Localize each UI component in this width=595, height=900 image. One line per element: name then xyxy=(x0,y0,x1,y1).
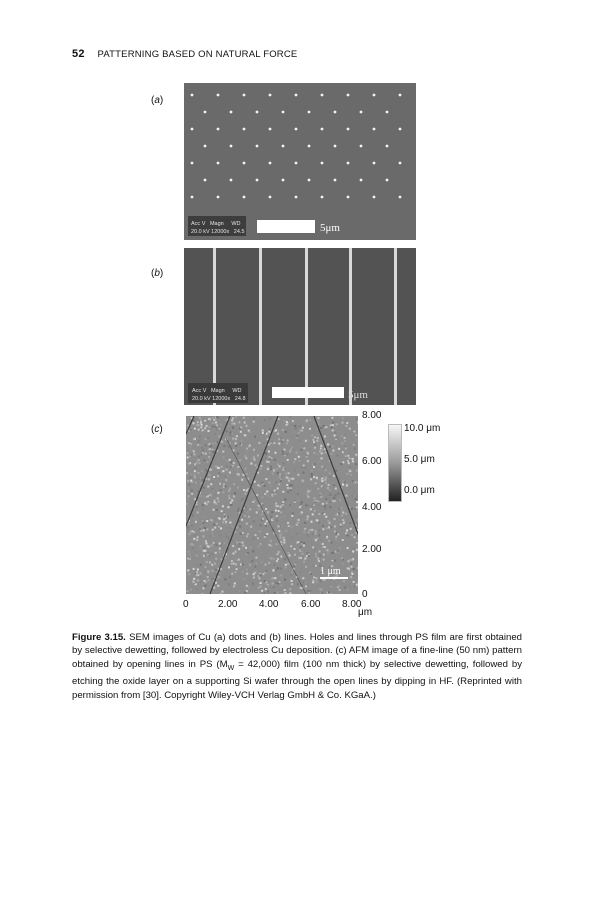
caption-subscript: W xyxy=(227,664,235,672)
scale-bar xyxy=(257,220,315,233)
etched-line xyxy=(186,416,194,434)
y-tick-label: 4.00 xyxy=(362,502,382,513)
figure-label: Figure 3.15. xyxy=(72,632,126,643)
cu-dot xyxy=(399,128,402,131)
cu-dot xyxy=(282,145,285,148)
colorbar-label: 5.0 μm xyxy=(404,454,435,465)
sem-info-line-2: 20.0 kV 12000x 24.5 xyxy=(191,229,245,235)
cu-dot xyxy=(334,179,337,182)
cu-line xyxy=(394,248,397,405)
sem-image-lines xyxy=(184,248,416,405)
cu-dot xyxy=(243,128,246,131)
cu-dot xyxy=(295,128,298,131)
cu-dot xyxy=(256,145,259,148)
cu-dot xyxy=(386,145,389,148)
cu-dot xyxy=(334,145,337,148)
y-tick-label: 2.00 xyxy=(362,544,382,555)
cu-dot xyxy=(373,94,376,97)
cu-dot xyxy=(386,111,389,114)
colorbar xyxy=(388,424,402,502)
y-tick-label: 6.00 xyxy=(362,456,382,467)
cu-dot xyxy=(295,196,298,199)
cu-dot xyxy=(347,162,350,165)
cu-dot xyxy=(230,145,233,148)
y-tick-label: 8.00 xyxy=(362,410,382,421)
sem-info-line-2: 20.0 kV 12000x 24.8 xyxy=(192,396,246,402)
caption-text: SEM images of Cu (a) dots and (b) lines. Holes and lines through PS film are first obtained by selective dewetting, followed by electroless Cu deposition. (c) AFM image of a fine-line (50 nm) pattern obtained by opening lines in PS (M xyxy=(72,632,522,670)
running-header xyxy=(72,48,297,60)
sem-image-dots xyxy=(184,83,416,240)
cu-dot xyxy=(243,94,246,97)
cu-dot xyxy=(295,162,298,165)
cu-dot xyxy=(191,94,194,97)
cu-dot xyxy=(191,196,194,199)
cu-dot xyxy=(269,94,272,97)
cu-dot xyxy=(360,145,363,148)
cu-dot xyxy=(347,128,350,131)
cu-dot xyxy=(308,111,311,114)
cu-dot xyxy=(243,162,246,165)
cu-dot xyxy=(399,196,402,199)
cu-dot xyxy=(204,111,207,114)
scale-bar xyxy=(272,387,344,398)
cu-dot-array xyxy=(191,94,402,199)
colorbar-label: 10.0 μm xyxy=(404,423,441,434)
figure-caption xyxy=(72,631,522,702)
cu-dot xyxy=(360,179,363,182)
caption-text-continued: = 42,000) film (100 nm thick) by selective dewetting, followed by etching the oxide layer on a supporting Si wafer through the open lines by dipping in HF. (Reprinted with permission from [30]. Copyright Wiley-VCH Verlag GmbH & Co. KGaA.) xyxy=(72,658,522,701)
cu-dot xyxy=(243,196,246,199)
panel-label-c: (c) xyxy=(151,424,163,435)
cu-dot xyxy=(399,162,402,165)
scale-bar-label: 5μm xyxy=(348,389,368,401)
cu-dot xyxy=(217,94,220,97)
panel-label-b: (b) xyxy=(151,268,164,279)
cu-dot xyxy=(308,179,311,182)
cu-dot xyxy=(269,162,272,165)
cu-line xyxy=(305,248,308,405)
cu-line xyxy=(349,248,352,405)
panel-label-a: (a) xyxy=(151,95,164,106)
x-tick-label: 0 xyxy=(183,599,189,610)
cu-dot xyxy=(269,128,272,131)
sem-info-line-1: Acc V Magn WD xyxy=(192,388,242,394)
cu-dot xyxy=(217,196,220,199)
scale-bar-label: 1 μm xyxy=(320,566,341,577)
cu-dot xyxy=(347,196,350,199)
cu-dot xyxy=(217,162,220,165)
cu-dot xyxy=(321,128,324,131)
cu-dot xyxy=(217,128,220,131)
x-tick-label: 4.00 xyxy=(259,599,279,610)
cu-dot xyxy=(282,179,285,182)
cu-dot xyxy=(269,196,272,199)
cu-dot xyxy=(308,145,311,148)
y-tick-label: 0 xyxy=(362,589,368,600)
cu-dot xyxy=(386,179,389,182)
page-number: 52 xyxy=(72,48,85,60)
cu-dot xyxy=(321,162,324,165)
etched-line xyxy=(210,416,278,594)
cu-dot xyxy=(373,128,376,131)
scale-bar-label: 5μm xyxy=(320,222,340,234)
cu-dot xyxy=(204,145,207,148)
cu-dot xyxy=(256,179,259,182)
afm-image xyxy=(186,416,358,594)
cu-line xyxy=(259,248,262,405)
sem-info-line-1: Acc V Magn WD xyxy=(191,221,241,227)
colorbar-label: 0.0 μm xyxy=(404,485,435,496)
cu-dot xyxy=(204,179,207,182)
cu-dot xyxy=(373,162,376,165)
cu-dot xyxy=(191,128,194,131)
x-tick-label: 8.00 xyxy=(342,599,362,610)
cu-dot xyxy=(256,111,259,114)
cu-dot xyxy=(295,94,298,97)
scale-bar xyxy=(320,577,348,579)
cu-dot xyxy=(321,196,324,199)
running-title: PATTERNING BASED ON NATURAL FORCE xyxy=(97,49,298,60)
cu-dot xyxy=(282,111,285,114)
x-tick-label: 2.00 xyxy=(218,599,238,610)
cu-dot xyxy=(334,111,337,114)
cu-dot xyxy=(191,162,194,165)
cu-dot xyxy=(347,94,350,97)
cu-dot xyxy=(399,94,402,97)
cu-dot xyxy=(230,179,233,182)
cu-dot xyxy=(230,111,233,114)
cu-dot xyxy=(321,94,324,97)
cu-line xyxy=(213,248,216,405)
cu-line-array xyxy=(213,248,397,405)
x-unit-label: μm xyxy=(358,607,373,618)
cu-dot xyxy=(373,196,376,199)
x-tick-label: 6.00 xyxy=(301,599,321,610)
cu-dot xyxy=(360,111,363,114)
